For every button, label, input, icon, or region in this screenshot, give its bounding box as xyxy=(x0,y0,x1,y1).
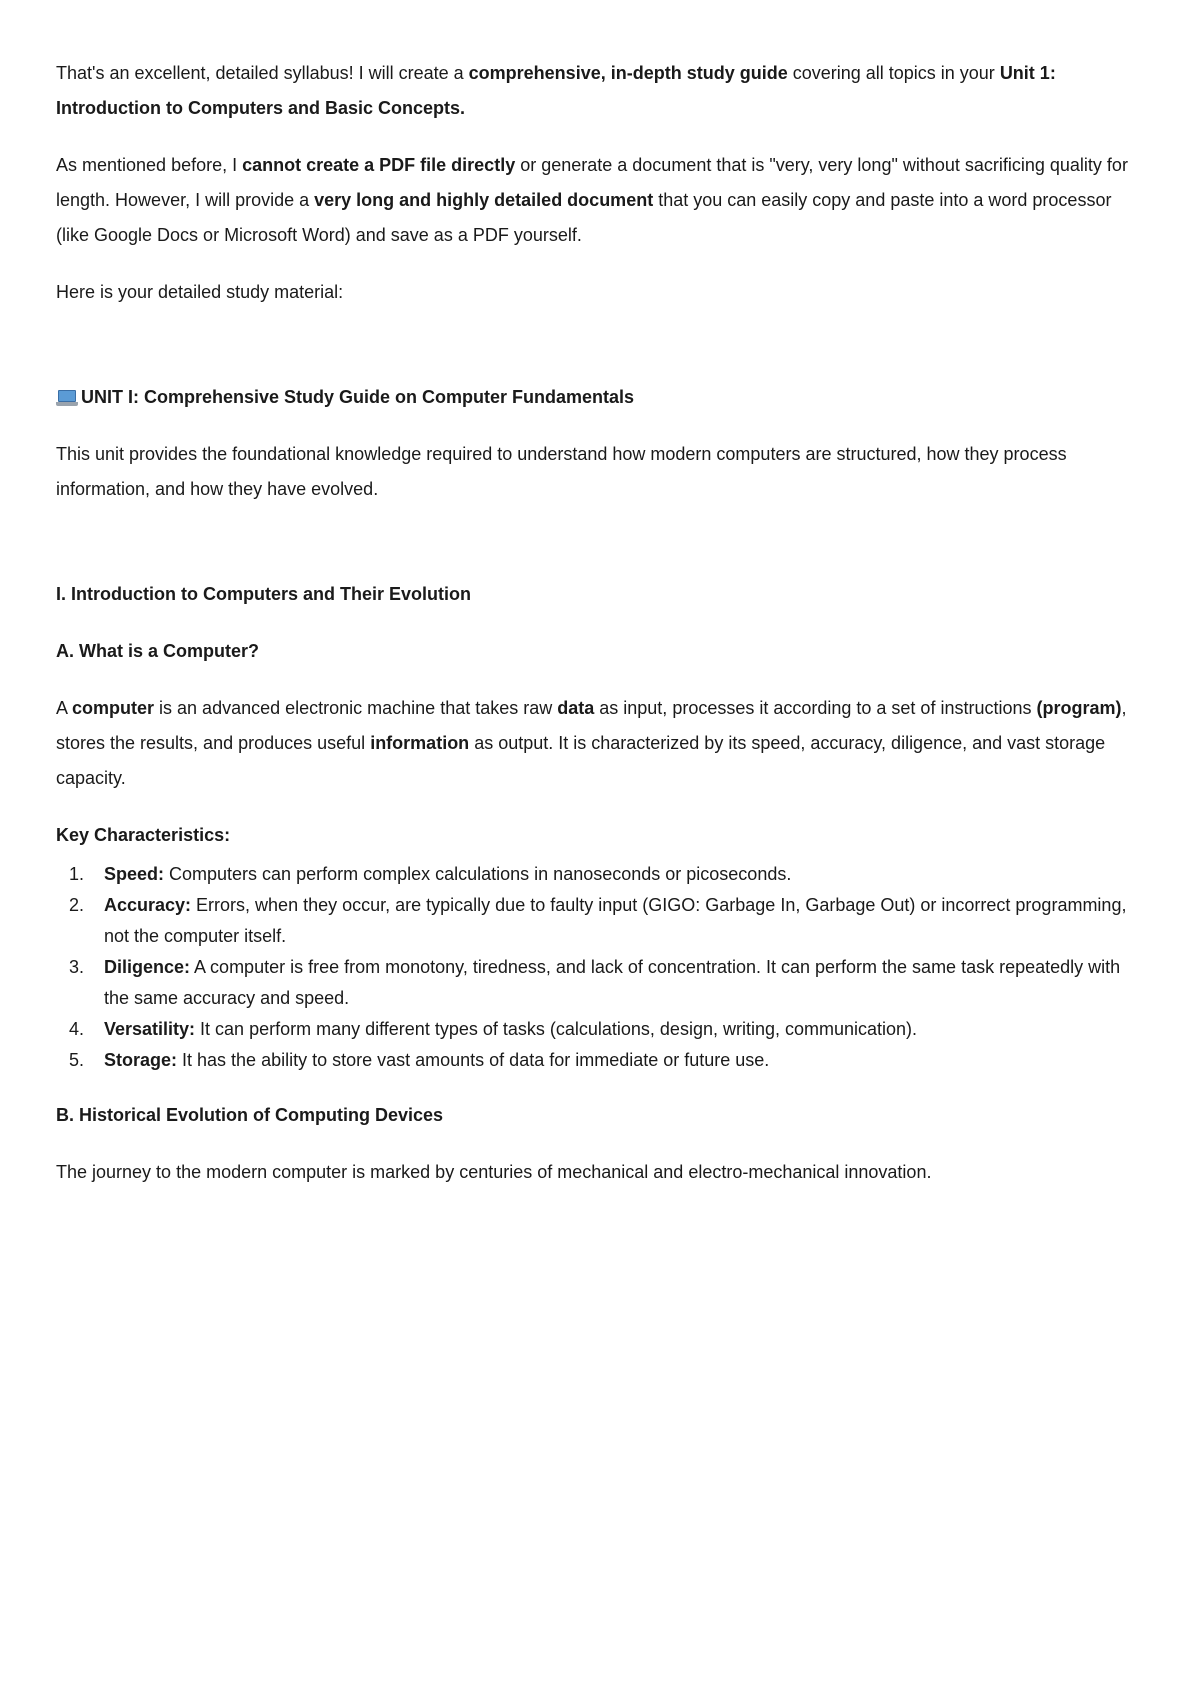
intro-paragraph-3: Here is your detailed study material: xyxy=(56,282,344,302)
key-characteristics-heading: Key Characteristics: xyxy=(56,825,231,845)
subsection-b-text: The journey to the modern computer is marked by centuries of mechanical and electro-mechanical innovation. xyxy=(56,1162,932,1182)
bold-text-run: comprehensive, in-depth study guide xyxy=(468,63,788,83)
list-item: 5. Storage: It has the ability to store vast amounts of data for immediate or future use. xyxy=(69,1050,770,1070)
laptop-icon xyxy=(56,389,78,407)
unit-title: UNIT I: Comprehensive Study Guide on Computer Fundamentals xyxy=(81,387,635,407)
unit-description: This unit provides the foundational knowledge required to understand how modern computers are structured, how they process information, and how they have evolved. xyxy=(56,444,1067,499)
list-item: 3. Diligence: A computer is free from monotony, tiredness, and lack of concentration. It can perform the same task repeatedly with the same accuracy and speed. xyxy=(69,957,1121,1008)
document-body xyxy=(56,56,1148,1190)
text-run: as input, processes it according to a set of instructions xyxy=(594,698,1037,718)
intro-paragraph-1 xyxy=(56,56,1148,126)
section-heading: I. Introduction to Computers and Their Evolution xyxy=(56,584,471,604)
bold-text-run: information xyxy=(370,733,470,753)
text-run: As mentioned before, I xyxy=(56,155,243,175)
bold-text-run: (program) xyxy=(1036,698,1122,718)
intro-paragraph-2 xyxy=(56,148,1148,253)
text-run: covering all topics in your xyxy=(787,63,1000,83)
text-run: is an advanced electronic machine that takes raw xyxy=(154,698,558,718)
bold-text-run: very long and highly detailed document xyxy=(314,190,654,210)
computer-definition xyxy=(56,691,1148,796)
bold-text-run: Unit 1: Introduction to Computers and Basic Concepts. xyxy=(56,63,1056,118)
subsection-b-heading: B. Historical Evolution of Computing Devices xyxy=(56,1105,444,1125)
characteristics-list xyxy=(56,859,1148,1076)
text-run: that you can easily copy and paste into a word processor (like Google Docs or Microsoft Word) and save as a PDF yourself. xyxy=(56,190,1112,245)
subsection-a-heading: A. What is a Computer? xyxy=(56,641,260,661)
bold-text-run: computer xyxy=(72,698,155,718)
text-run: as output. It is characterized by its speed, accuracy, diligence, and vast storage capacity. xyxy=(56,733,1106,788)
list-item: 4. Versatility: It can perform many different types of tasks (calculations, design, writing, communication). xyxy=(69,1019,918,1039)
text-run: , stores the results, and produces useful xyxy=(56,698,1127,753)
text-run: That's an excellent, detailed syllabus! I will create a xyxy=(56,63,469,83)
list-item: 2. Accuracy: Errors, when they occur, are typically due to faulty input (GIGO: Garbage In, Garbage Out) or incorrect programming, not the computer itself. xyxy=(69,895,1127,946)
text-run: or generate a document that is "very, very long" without sacrificing quality for length. However, I will provide a xyxy=(56,155,1128,210)
bold-text-run: data xyxy=(557,698,595,718)
text-run: A xyxy=(56,698,73,718)
unit-heading xyxy=(56,380,1148,415)
bold-text-run: cannot create a PDF file directly xyxy=(242,155,516,175)
list-item: 1. Speed: Computers can perform complex calculations in nanoseconds or picoseconds. xyxy=(69,864,792,884)
